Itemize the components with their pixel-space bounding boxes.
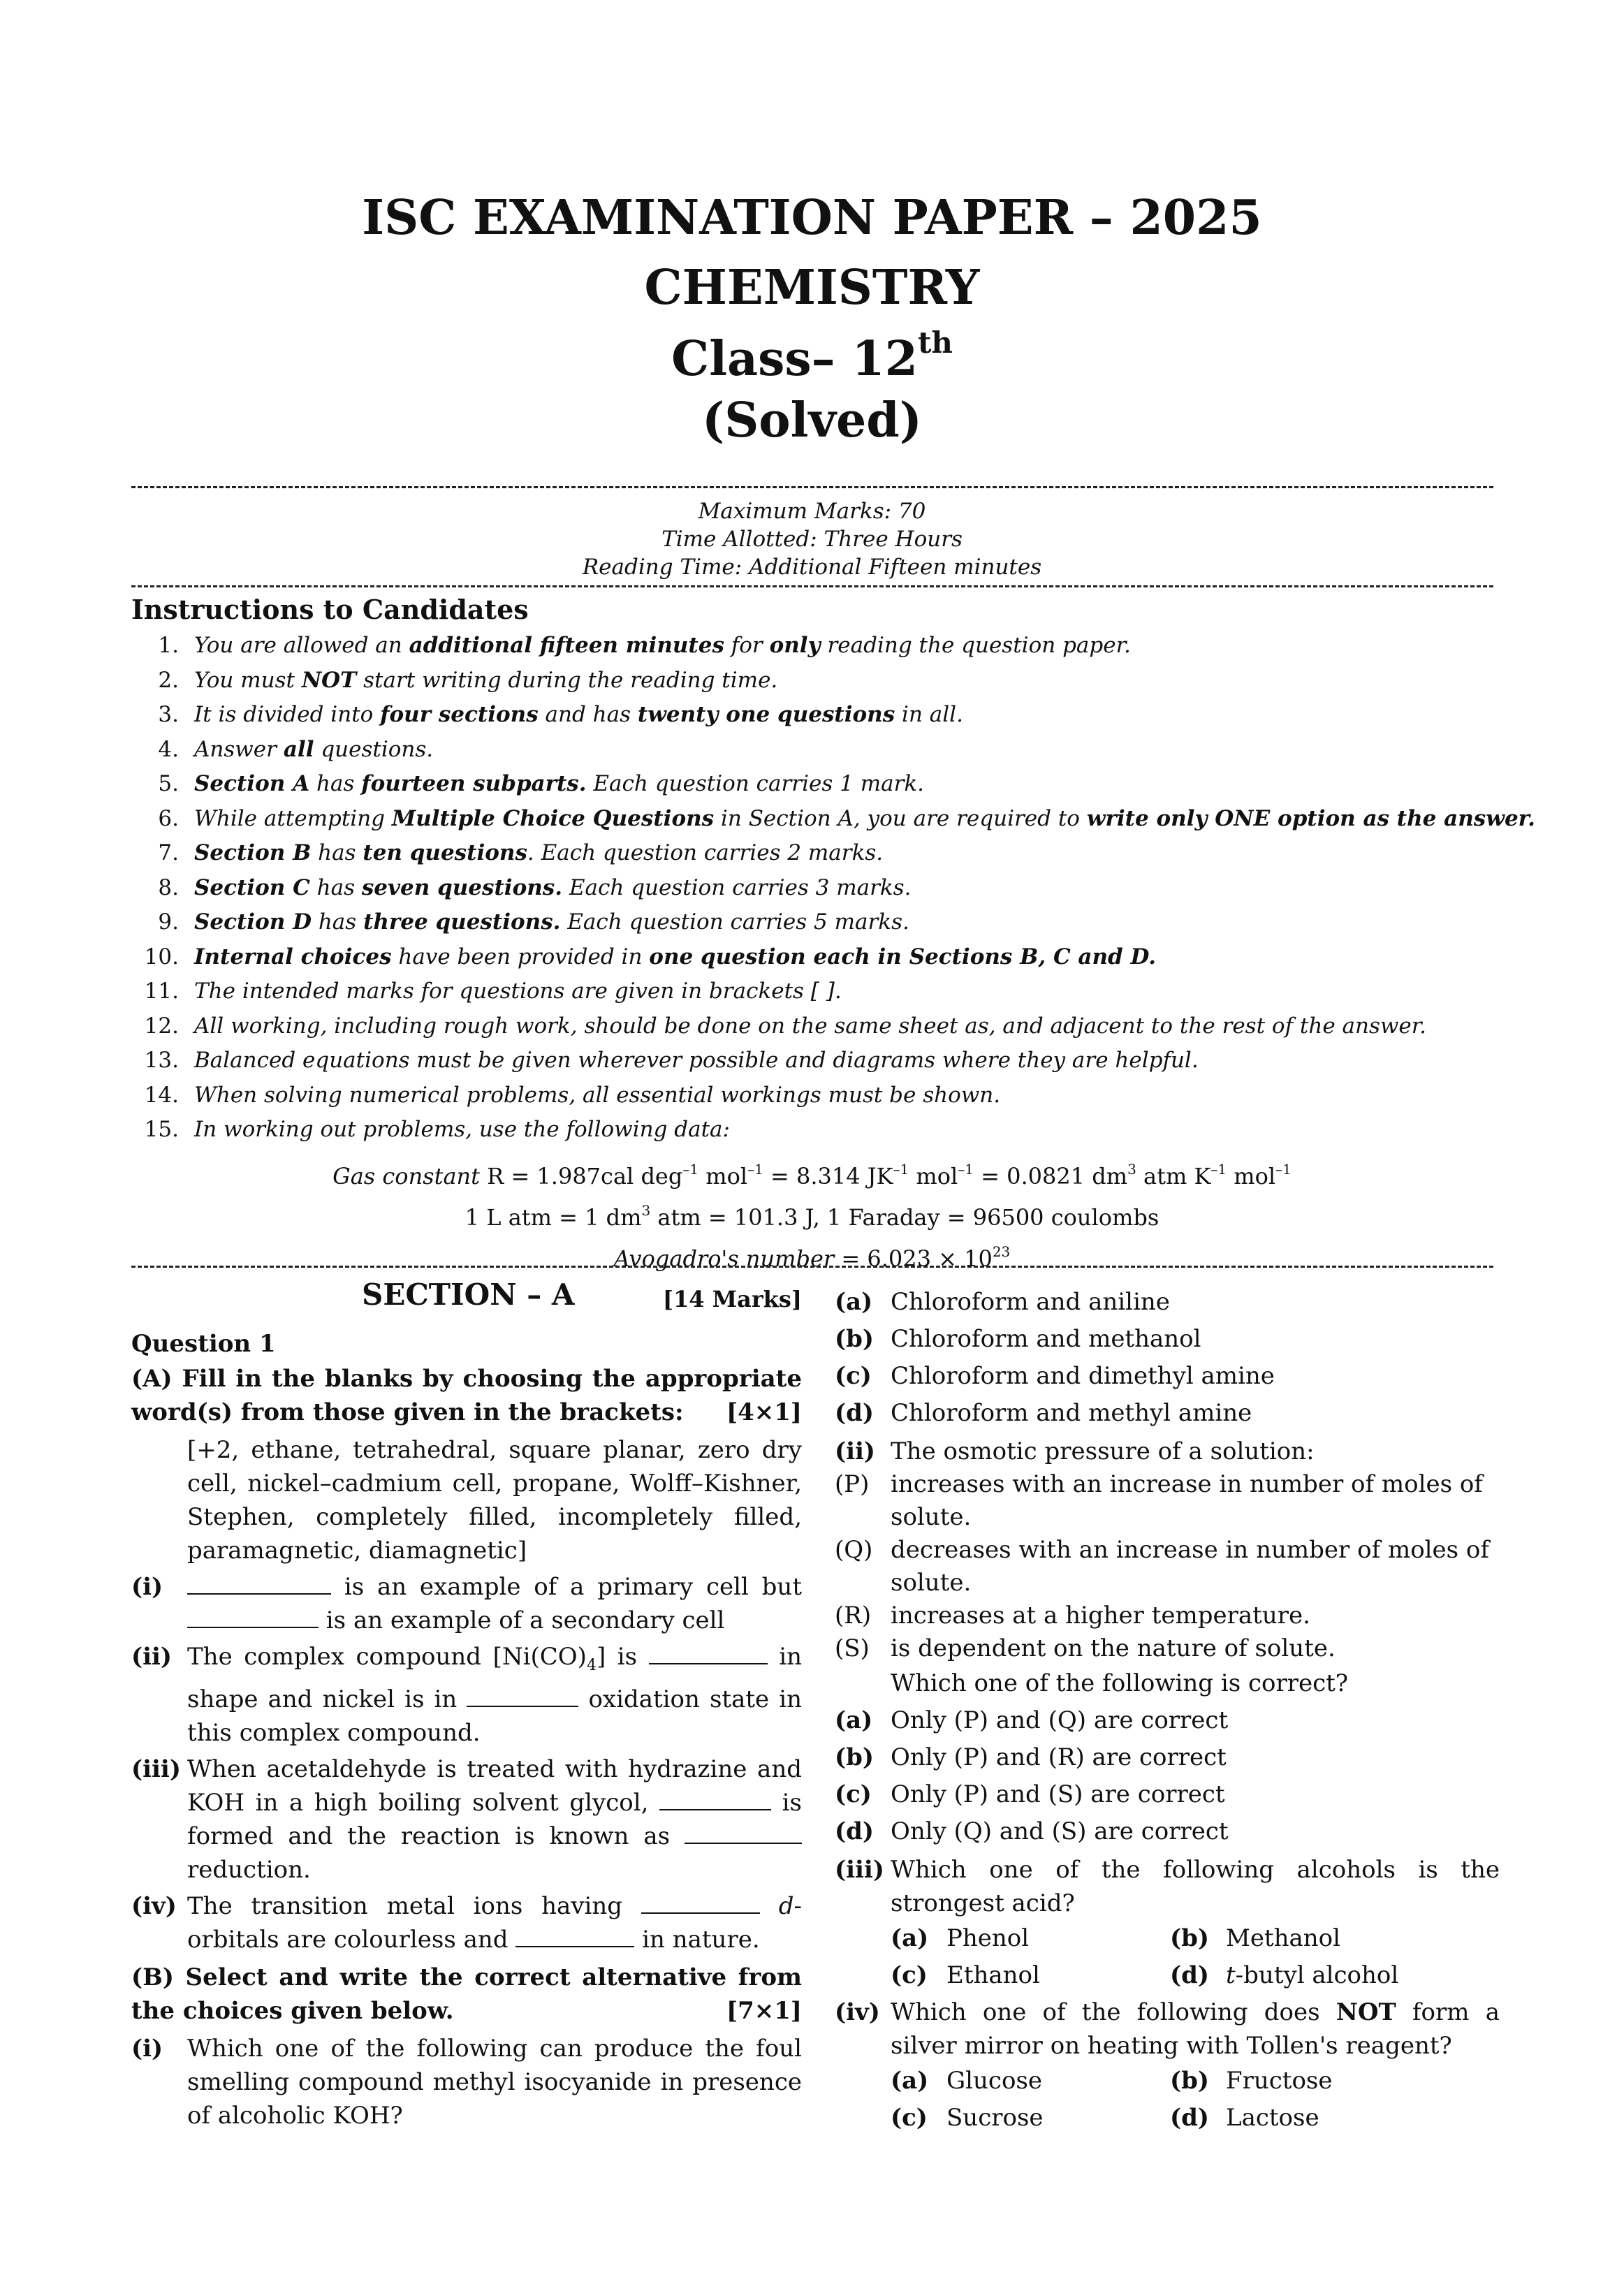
- left-column: [131, 1278, 802, 2132]
- part-b-marks: [7×1]: [726, 1997, 802, 2025]
- right-column: [835, 1284, 1500, 2137]
- option-item: (c) Chloroform and dimethyl amine: [835, 1362, 1275, 1390]
- option-item: (b) Chloroform and methanol: [835, 1325, 1201, 1353]
- instruction-item: 8. Section C has seven questions. Each question carries 3 marks.: [158, 874, 912, 900]
- fill-blank-iii: (iii) When acetaldehyde is treated with hydrazine and KOH in a high boiling solvent glycol, is formed and the reaction is known as reduction.: [131, 1755, 802, 1884]
- instruction-item: 2. You must NOT start writing during the reading time.: [158, 667, 778, 693]
- time-allotted: Time Allotted: Three Hours: [661, 527, 963, 552]
- option-item: (S) is dependent on the nature of solute.: [835, 1634, 1336, 1662]
- mcq-ii-options: [835, 1702, 1500, 1850]
- option-item: (R) increases at a higher temperature.: [835, 1602, 1310, 1630]
- fill-blank-iv: (iv) The transition metal ions having d-orbitals are colourless and in nature.: [131, 1892, 802, 1954]
- subject-title: CHEMISTRY: [644, 260, 980, 316]
- mcq-iii-options: (a) Phenol (b) Methanol (c) Ethanol (d) t-butyl alcohol: [891, 1924, 1399, 1989]
- part-a-instruction: (A) Fill in the blanks by choosing the appropriate word(s) from those given in the brackets: [4×1]: [131, 1362, 802, 1429]
- instruction-item: 6. While attempting Multiple Choice Questions in Section A, you are required to write only ONE option as the answer.: [158, 805, 1535, 831]
- option-item: (a) Chloroform and aniline: [835, 1288, 1170, 1316]
- divider: [131, 585, 1493, 587]
- instruction-item: 4. Answer all questions.: [158, 736, 434, 762]
- option-item: (b) Only (P) and (R) are correct: [835, 1743, 1227, 1771]
- instruction-item: 14. When solving numerical problems, all essential workings must be shown.: [144, 1082, 1001, 1108]
- paper-title: ISC EXAMINATION PAPER – 2025: [362, 190, 1262, 246]
- constant-line: Avogadro's number = $6.023 \times 10^{23}$: [613, 1243, 1011, 1272]
- part-b-instruction: (B) Select and write the correct alternative from the choices given below. [7×1]: [131, 1961, 802, 2028]
- instruction-item: 11. The intended marks for questions are given in brackets [ ].: [144, 979, 842, 1004]
- divider: [131, 1266, 1493, 1268]
- constants-data: [0, 1152, 1624, 1276]
- instruction-item: 13. Balanced equations must be given wherever possible and diagrams where they are helpful.: [144, 1048, 1199, 1073]
- instruction-item: 1. You are allowed an additional fifteen minutes for only reading the question paper.: [158, 633, 1131, 658]
- class-title: Class– 12th: [671, 325, 953, 387]
- mcq-ii-ask: Which one of the following is correct?: [891, 1669, 1349, 1697]
- constant-line: Gas constant R = 1.987cal deg$^{-1}$ mol$^{-1}$ = 8.314 $JK^{-1}$ mol$^{-1}$ = 0.0821 $dm^3$ atm $K^{-1}$ mol$^{-1}$: [332, 1161, 1292, 1189]
- instruction-item: 7. Section B has ten questions. Each question carries 2 marks.: [158, 840, 884, 865]
- option-item: (d) Only (Q) and (S) are correct: [835, 1817, 1229, 1845]
- mcq-iv-options: (a) Glucose (b) Fructose (c) Sucrose (d) Lactose: [891, 2067, 1333, 2132]
- reading-time: Reading Time: Additional Fifteen minutes: [582, 555, 1042, 580]
- option-item: (c) Only (P) and (S) are correct: [835, 1780, 1225, 1808]
- instructions-heading: Instructions to Candidates: [131, 594, 529, 625]
- section-title: SECTION – A: [362, 1278, 575, 1312]
- mcq-i: (i) Which one of the following can produce the foul smelling compound methyl isocyanide in presence of alcoholic KOH?: [131, 2035, 802, 2130]
- option-item: (P) increases with an increase in number of moles of solute.: [835, 1470, 1483, 1531]
- max-marks: Maximum Marks: 70: [698, 499, 926, 524]
- instruction-item: 5. Section A has fourteen subparts. Each question carries 1 mark.: [158, 771, 925, 796]
- instructions-list: [131, 629, 1535, 1148]
- solved-title: (Solved): [702, 393, 922, 448]
- instruction-item: 15. In working out problems, use the following data:: [144, 1117, 730, 1142]
- section-header: [131, 1278, 802, 1320]
- option-item: (Q) decreases with an increase in number of moles of solute.: [835, 1536, 1489, 1597]
- divider: [131, 486, 1493, 488]
- option-item: (a) Only (P) and (Q) are correct: [835, 1706, 1229, 1734]
- section-marks: [14 Marks]: [662, 1286, 802, 1312]
- question-number: Question 1: [131, 1330, 276, 1358]
- instruction-item: 10. Internal choices have been provided in one question each in Sections B, C and D.: [144, 944, 1157, 969]
- mcq-iv: (iv) Which one of the following does NOT form a silver mirror on heating with Tollen's reagent?: [835, 1998, 1500, 2060]
- mcq-ii-statements: [835, 1468, 1500, 1665]
- constant-line: 1 L atm = 1 $dm^3$ atm = 101.3 J, 1 Faraday = 96500 coulombs: [464, 1202, 1160, 1231]
- word-bank: [+2, ethane, tetrahedral, square planar, zero dry cell, nickel–cadmium cell, propane, Wolff–Kishner, Stephen, completely filled, incompletely filled, paramagnetic, diamagnetic]: [187, 1436, 802, 1565]
- mcq-i-options: [835, 1284, 1500, 1432]
- part-a-marks: [4×1]: [726, 1398, 802, 1426]
- mcq-iii: (iii) Which one of the following alcohols is the strongest acid?: [835, 1856, 1500, 1917]
- instruction-item: 3. It is divided into four sections and has twenty one questions in all.: [158, 702, 963, 727]
- fill-blank-i: (i) is an example of a primary cell but is an example of a secondary cell: [131, 1573, 802, 1634]
- instruction-item: 12. All working, including rough work, should be done on the same sheet as, and adjacent to the rest of the answer.: [144, 1013, 1427, 1039]
- mcq-ii: (ii) The osmotic pressure of a solution:: [835, 1437, 1315, 1465]
- instruction-item: 9. Section D has three questions. Each question carries 5 marks.: [158, 909, 909, 935]
- option-item: (d) Chloroform and methyl amine: [835, 1399, 1252, 1427]
- fill-blank-ii: (ii) The complex compound $[Ni(CO)_4]$ is in shape and nickel is in oxidation state in this complex compound.: [131, 1643, 802, 1747]
